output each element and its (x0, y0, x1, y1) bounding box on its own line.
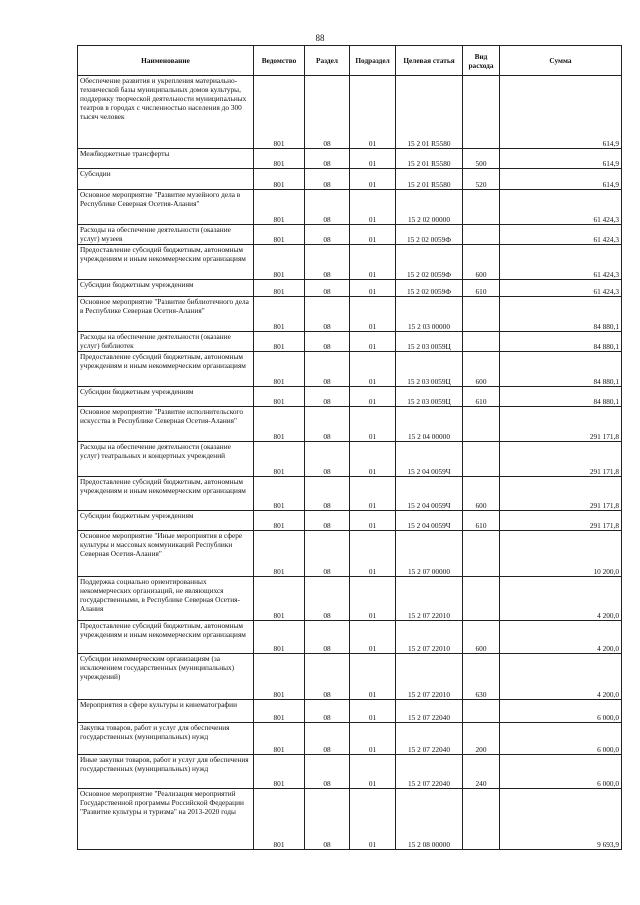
row-name: Расходы на обеспечение деятельности (оказание услуг) музеев (78, 225, 254, 245)
table-row (78, 387, 622, 407)
row-target: 15 2 02 0059Ф (396, 225, 463, 245)
table-header-row (78, 46, 622, 76)
row-type: 610 (463, 511, 500, 531)
row-amount: 10 200,0 (500, 531, 622, 577)
row-subsection: 01 (350, 225, 396, 245)
table-row (78, 169, 622, 190)
row-name: Субсидии бюджетным учреждениям (78, 387, 254, 407)
row-name: Субсидии (78, 169, 254, 190)
header-target: Целевая статья (396, 46, 463, 76)
header-name: Наименование (78, 46, 254, 76)
row-amount: 84 880,1 (500, 332, 622, 352)
table-row (78, 149, 622, 169)
row-name: Обеспечение развития и укрепления материально-технической базы муниципальных домов культуры, поддержку творческой деятельности муниципальных театров в городах с численностью населения до 300 тысяч человек (78, 76, 254, 149)
row-subsection: 01 (350, 621, 396, 654)
row-section: 08 (305, 149, 350, 169)
row-section: 08 (305, 723, 350, 755)
row-target: 15 2 03 0059Ц (396, 387, 463, 407)
table-row (78, 245, 622, 280)
row-name: Основное мероприятие "Развитие исполнительского искусства в Республике Северная Осетия-Алания" (78, 407, 254, 442)
row-amount: 61 424,3 (500, 245, 622, 280)
row-section: 08 (305, 76, 350, 149)
row-type: 600 (463, 352, 500, 387)
row-subsection: 01 (350, 297, 396, 332)
row-subsection: 01 (350, 755, 396, 789)
row-amount: 4 200,0 (500, 577, 622, 621)
row-amount: 291 171,8 (500, 407, 622, 442)
row-type (463, 789, 500, 850)
row-target: 15 2 02 00000 (396, 190, 463, 225)
row-target: 15 2 04 0059Ч (396, 442, 463, 477)
row-ministry: 801 (254, 755, 305, 789)
table-row (78, 477, 622, 511)
row-section: 08 (305, 621, 350, 654)
row-name: Субсидии некоммерческим организациям (за исключением государственных (муниципальных) учреждений) (78, 654, 254, 700)
row-type: 200 (463, 723, 500, 755)
row-section: 08 (305, 387, 350, 407)
row-type: 600 (463, 621, 500, 654)
row-target: 15 2 07 22010 (396, 621, 463, 654)
row-name: Основное мероприятие "Развитие музейного дела в Республике Северная Осетия-Алания" (78, 190, 254, 225)
row-section: 08 (305, 225, 350, 245)
row-amount: 61 424,3 (500, 225, 622, 245)
row-subsection: 01 (350, 190, 396, 225)
row-type (463, 700, 500, 723)
row-subsection: 01 (350, 245, 396, 280)
row-subsection: 01 (350, 149, 396, 169)
row-section: 08 (305, 477, 350, 511)
table-row (78, 280, 622, 297)
row-type: 600 (463, 245, 500, 280)
row-type: 600 (463, 477, 500, 511)
row-section: 08 (305, 654, 350, 700)
row-name: Предоставление субсидий бюджетным, автономным учреждениям и иным некоммерческим организациям (78, 621, 254, 654)
table-row (78, 621, 622, 654)
row-target: 15 2 03 0059Ц (396, 332, 463, 352)
table-row (78, 352, 622, 387)
row-target: 15 2 01 R5580 (396, 149, 463, 169)
row-subsection: 01 (350, 407, 396, 442)
row-name: Расходы на обеспечение деятельности (оказание услуг) театральных и концертных учреждений (78, 442, 254, 477)
table-row (78, 577, 622, 621)
row-ministry: 801 (254, 332, 305, 352)
row-amount: 84 880,1 (500, 387, 622, 407)
row-type (463, 577, 500, 621)
header-section: Раздел (305, 46, 350, 76)
row-amount: 61 424,3 (500, 280, 622, 297)
row-amount: 4 200,0 (500, 621, 622, 654)
table-row (78, 723, 622, 755)
row-name: Основное мероприятие "Иные мероприятия в сфере культуры и массовых коммуникаций Республики Северная Осетия-Алания" (78, 531, 254, 577)
row-section: 08 (305, 700, 350, 723)
row-subsection: 01 (350, 280, 396, 297)
row-amount: 291 171,8 (500, 511, 622, 531)
row-type: 610 (463, 387, 500, 407)
row-section: 08 (305, 755, 350, 789)
row-subsection: 01 (350, 387, 396, 407)
row-target: 15 2 03 00000 (396, 297, 463, 332)
table-row (78, 76, 622, 149)
row-type (463, 407, 500, 442)
header-subsection: Подраздел (350, 46, 396, 76)
row-target: 15 2 07 00000 (396, 531, 463, 577)
header-amount: Сумма (500, 46, 622, 76)
row-ministry: 801 (254, 789, 305, 850)
row-type: 610 (463, 280, 500, 297)
row-target: 15 2 04 0059Ч (396, 477, 463, 511)
row-subsection: 01 (350, 442, 396, 477)
row-ministry: 801 (254, 723, 305, 755)
row-name: Закупка товаров, работ и услуг для обеспечения государственных (муниципальных) нужд (78, 723, 254, 755)
header-type: Вид расхода (463, 46, 500, 76)
row-type (463, 76, 500, 149)
table-row (78, 789, 622, 850)
table-row (78, 654, 622, 700)
row-section: 08 (305, 332, 350, 352)
row-target: 15 2 08 00000 (396, 789, 463, 850)
row-section: 08 (305, 190, 350, 225)
row-subsection: 01 (350, 352, 396, 387)
row-name: Основное мероприятие "Развитие библиотечного дела в Республике Северная Осетия-Алания" (78, 297, 254, 332)
row-section: 08 (305, 577, 350, 621)
row-target: 15 2 02 0059Ф (396, 280, 463, 297)
row-subsection: 01 (350, 332, 396, 352)
row-amount: 84 880,1 (500, 352, 622, 387)
header-ministry: Ведомство (254, 46, 305, 76)
row-target: 15 2 04 00000 (396, 407, 463, 442)
row-subsection: 01 (350, 531, 396, 577)
row-ministry: 801 (254, 387, 305, 407)
row-target: 15 2 02 0059Ф (396, 245, 463, 280)
row-section: 08 (305, 245, 350, 280)
row-section: 08 (305, 280, 350, 297)
row-name: Расходы на обеспечение деятельности (оказание услуг) библиотек (78, 332, 254, 352)
row-section: 08 (305, 297, 350, 332)
row-ministry: 801 (254, 169, 305, 190)
row-ministry: 801 (254, 280, 305, 297)
row-target: 15 2 03 0059Ц (396, 352, 463, 387)
table-row (78, 531, 622, 577)
budget-table (77, 45, 622, 850)
row-name: Иные закупки товаров, работ и услуг для обеспечения государственных (муниципальных) нужд (78, 755, 254, 789)
row-target: 15 2 07 22040 (396, 755, 463, 789)
table-row (78, 225, 622, 245)
row-ministry: 801 (254, 76, 305, 149)
table-row (78, 297, 622, 332)
row-ministry: 801 (254, 577, 305, 621)
row-subsection: 01 (350, 169, 396, 190)
row-type (463, 297, 500, 332)
row-subsection: 01 (350, 654, 396, 700)
row-target: 15 2 04 0059Ч (396, 511, 463, 531)
row-amount: 4 200,0 (500, 654, 622, 700)
row-ministry: 801 (254, 442, 305, 477)
row-subsection: 01 (350, 577, 396, 621)
row-subsection: 01 (350, 700, 396, 723)
table-row (78, 332, 622, 352)
row-ministry: 801 (254, 225, 305, 245)
row-type (463, 332, 500, 352)
row-type: 500 (463, 149, 500, 169)
row-target: 15 2 07 22010 (396, 577, 463, 621)
table-row (78, 511, 622, 531)
row-amount: 84 880,1 (500, 297, 622, 332)
row-type (463, 442, 500, 477)
table-row (78, 407, 622, 442)
row-amount: 614,9 (500, 76, 622, 149)
row-section: 08 (305, 169, 350, 190)
row-ministry: 801 (254, 621, 305, 654)
row-target: 15 2 01 R5580 (396, 76, 463, 149)
row-amount: 614,9 (500, 149, 622, 169)
row-target: 15 2 07 22040 (396, 723, 463, 755)
row-ministry: 801 (254, 149, 305, 169)
row-subsection: 01 (350, 511, 396, 531)
row-name: Мероприятия в сфере культуры и кинематографии (78, 700, 254, 723)
row-subsection: 01 (350, 477, 396, 511)
row-amount: 6 000,0 (500, 700, 622, 723)
row-section: 08 (305, 407, 350, 442)
row-amount: 6 000,0 (500, 755, 622, 789)
row-name: Межбюджетные трансферты (78, 149, 254, 169)
row-subsection: 01 (350, 723, 396, 755)
row-ministry: 801 (254, 531, 305, 577)
row-ministry: 801 (254, 352, 305, 387)
row-ministry: 801 (254, 297, 305, 332)
row-ministry: 801 (254, 190, 305, 225)
row-name: Основное мероприятие "Реализация мероприятий Государственной программы Российской Федерации "Развитие культуры и туризма" на 2013-2020 годы (78, 789, 254, 850)
row-ministry: 801 (254, 477, 305, 511)
row-type: 630 (463, 654, 500, 700)
row-name: Субсидии бюджетным учреждениям (78, 511, 254, 531)
page-number: 88 (315, 33, 325, 43)
row-type (463, 190, 500, 225)
row-target: 15 2 01 R5580 (396, 169, 463, 190)
row-subsection: 01 (350, 789, 396, 850)
row-amount: 61 424,3 (500, 190, 622, 225)
row-section: 08 (305, 511, 350, 531)
row-name: Субсидии бюджетным учреждениям (78, 280, 254, 297)
row-type: 520 (463, 169, 500, 190)
row-amount: 6 000,0 (500, 723, 622, 755)
row-amount: 614,9 (500, 169, 622, 190)
row-type (463, 225, 500, 245)
row-name: Предоставление субсидий бюджетным, автономным учреждениям и иным некоммерческим организациям (78, 245, 254, 280)
row-section: 08 (305, 789, 350, 850)
table-row (78, 755, 622, 789)
row-name: Поддержка социально ориентированных некоммерческих организаций, не являющихся государственными, в Республике Северная Осетия-Алания (78, 577, 254, 621)
table-row (78, 442, 622, 477)
row-name: Предоставление субсидий бюджетным, автономным учреждениям и иным некоммерческим организациям (78, 352, 254, 387)
row-ministry: 801 (254, 654, 305, 700)
row-subsection: 01 (350, 76, 396, 149)
row-amount: 291 171,8 (500, 477, 622, 511)
row-target: 15 2 07 22010 (396, 654, 463, 700)
row-amount: 9 693,9 (500, 789, 622, 850)
row-section: 08 (305, 352, 350, 387)
table-row (78, 700, 622, 723)
row-ministry: 801 (254, 511, 305, 531)
row-type: 240 (463, 755, 500, 789)
row-target: 15 2 07 22040 (396, 700, 463, 723)
row-ministry: 801 (254, 407, 305, 442)
table-row (78, 190, 622, 225)
row-ministry: 801 (254, 245, 305, 280)
row-type (463, 531, 500, 577)
row-amount: 291 171,8 (500, 442, 622, 477)
row-name: Предоставление субсидий бюджетным, автономным учреждениям и иным некоммерческим организациям (78, 477, 254, 511)
row-section: 08 (305, 442, 350, 477)
row-ministry: 801 (254, 700, 305, 723)
row-section: 08 (305, 531, 350, 577)
